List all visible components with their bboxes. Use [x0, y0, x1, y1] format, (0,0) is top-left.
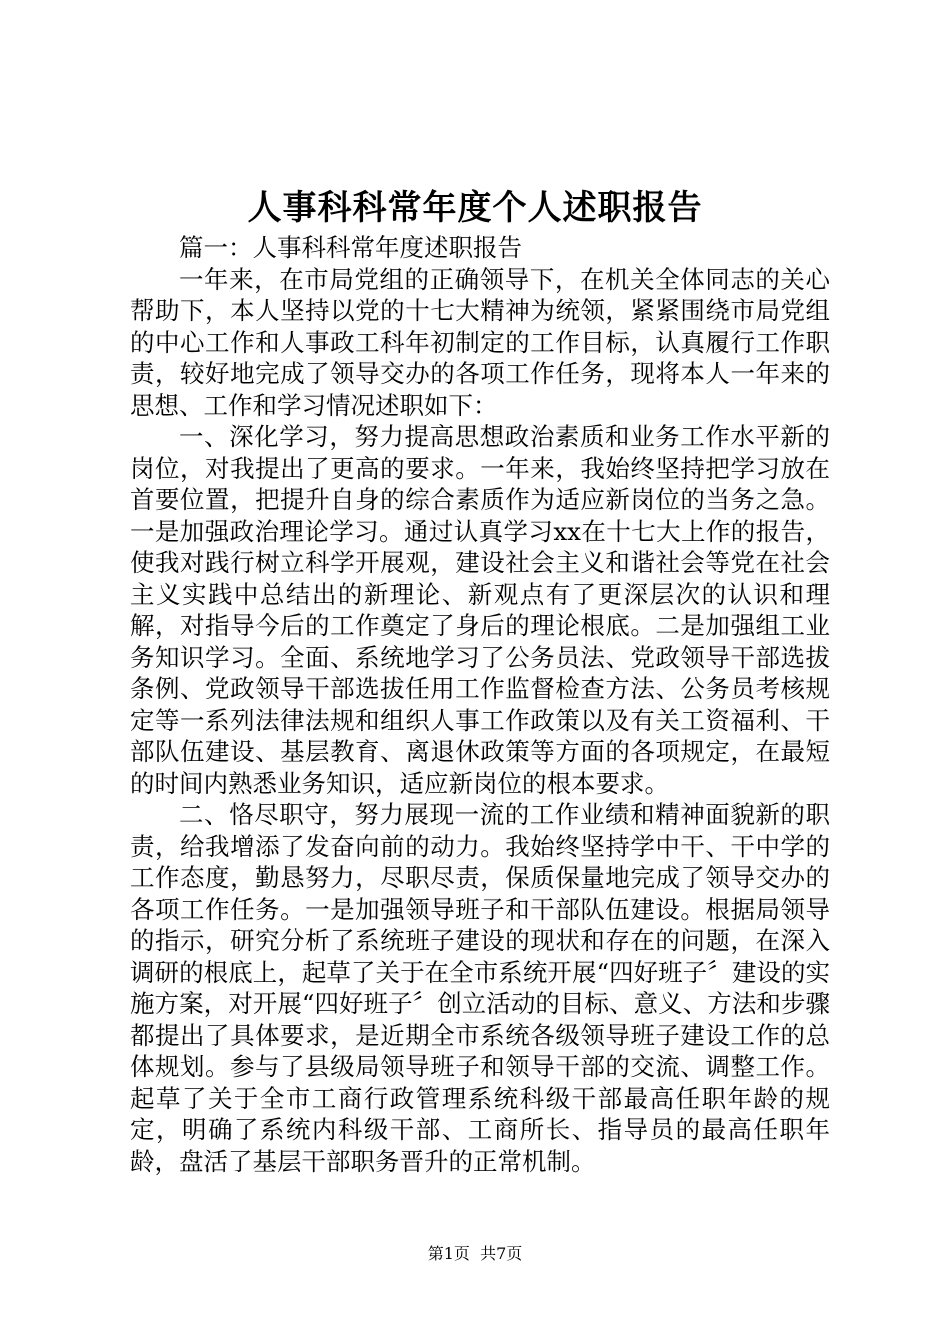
page-footer	[0, 1244, 950, 1264]
section-heading: 篇一：人事科科常年度述职报告	[179, 233, 522, 262]
paragraph-study: 一、深化学习，努力提高思想政治素质和业务工作水平新的岗位，对我提出了更高的要求。一年来，我始终坚持把学习放在首要位置，把提升自身的综合素质作为适应新岗位的当务之急。一是加强政治理论学习。通过认真学习xx在十七大上作的报告，使我对践行树立科学开展观，建设社会主义和谐社会等党在社会主义实践中总结出的新理论、新观点有了更深层次的认识和理解，对指导今后的工作奠定了身后的理论根底。二是加强组工业务知识学习。全面、系统地学习了公务员法、党政领导干部选拔条例、党政领导干部选拔任用工作监督检查方法、公务员考核规定等一系列法律法规和组织人事工作政策以及有关工资福利、干部队伍建设、基层教育、离退休政策等方面的各项规定，在最短的时间内熟悉业务知识，适应新岗位的根本要求。	[130, 422, 830, 798]
paragraph-duty: 二、恪尽职守，努力展现一流的工作业绩和精神面貌新的职责，给我增添了发奋向前的动力。我始终坚持学中干、干中学的工作态度，勤恳努力，尽职尽责，保质保量地完成了领导交办的各项工作任务。一是加强领导班子和干部队伍建设。根据局领导的指示，研究分析了系统班子建设的现状和存在的问题，在深入调研的根底上，起草了关于在全市系统开展“四好班子〞建设的实施方案，对开展“四好班子〞创立活动的目标、意义、方法和步骤都提出了具体要求，是近期全市系统各级领导班子建设工作的总体规划。参与了县级局领导班子和领导干部的交流、调整工作。起草了关于全市工商行政管理系统科级干部最高任职年龄的规定，明确了系统内科级干部、工商所长、指导员的最高任职年龄，盘活了基层干部职务晋升的正常机制。	[130, 800, 830, 1176]
document-body	[130, 232, 830, 1177]
paragraph-intro: 一年来，在市局党组的正确领导下，在机关全体同志的关心帮助下，本人坚持以党的十七大精神为统领，紧紧围绕市局党组的中心工作和人事政工科年初制定的工作目标，认真履行工作职责，较好地完成了领导交办的各项工作任务，现将本人一年来的思想、工作和学习情况述职如下：	[130, 264, 830, 420]
page-number: 第1页	[427, 1244, 470, 1263]
page-total: 共7页	[480, 1244, 523, 1263]
document-title: 人事科科常年度个人述职报告	[247, 188, 703, 228]
